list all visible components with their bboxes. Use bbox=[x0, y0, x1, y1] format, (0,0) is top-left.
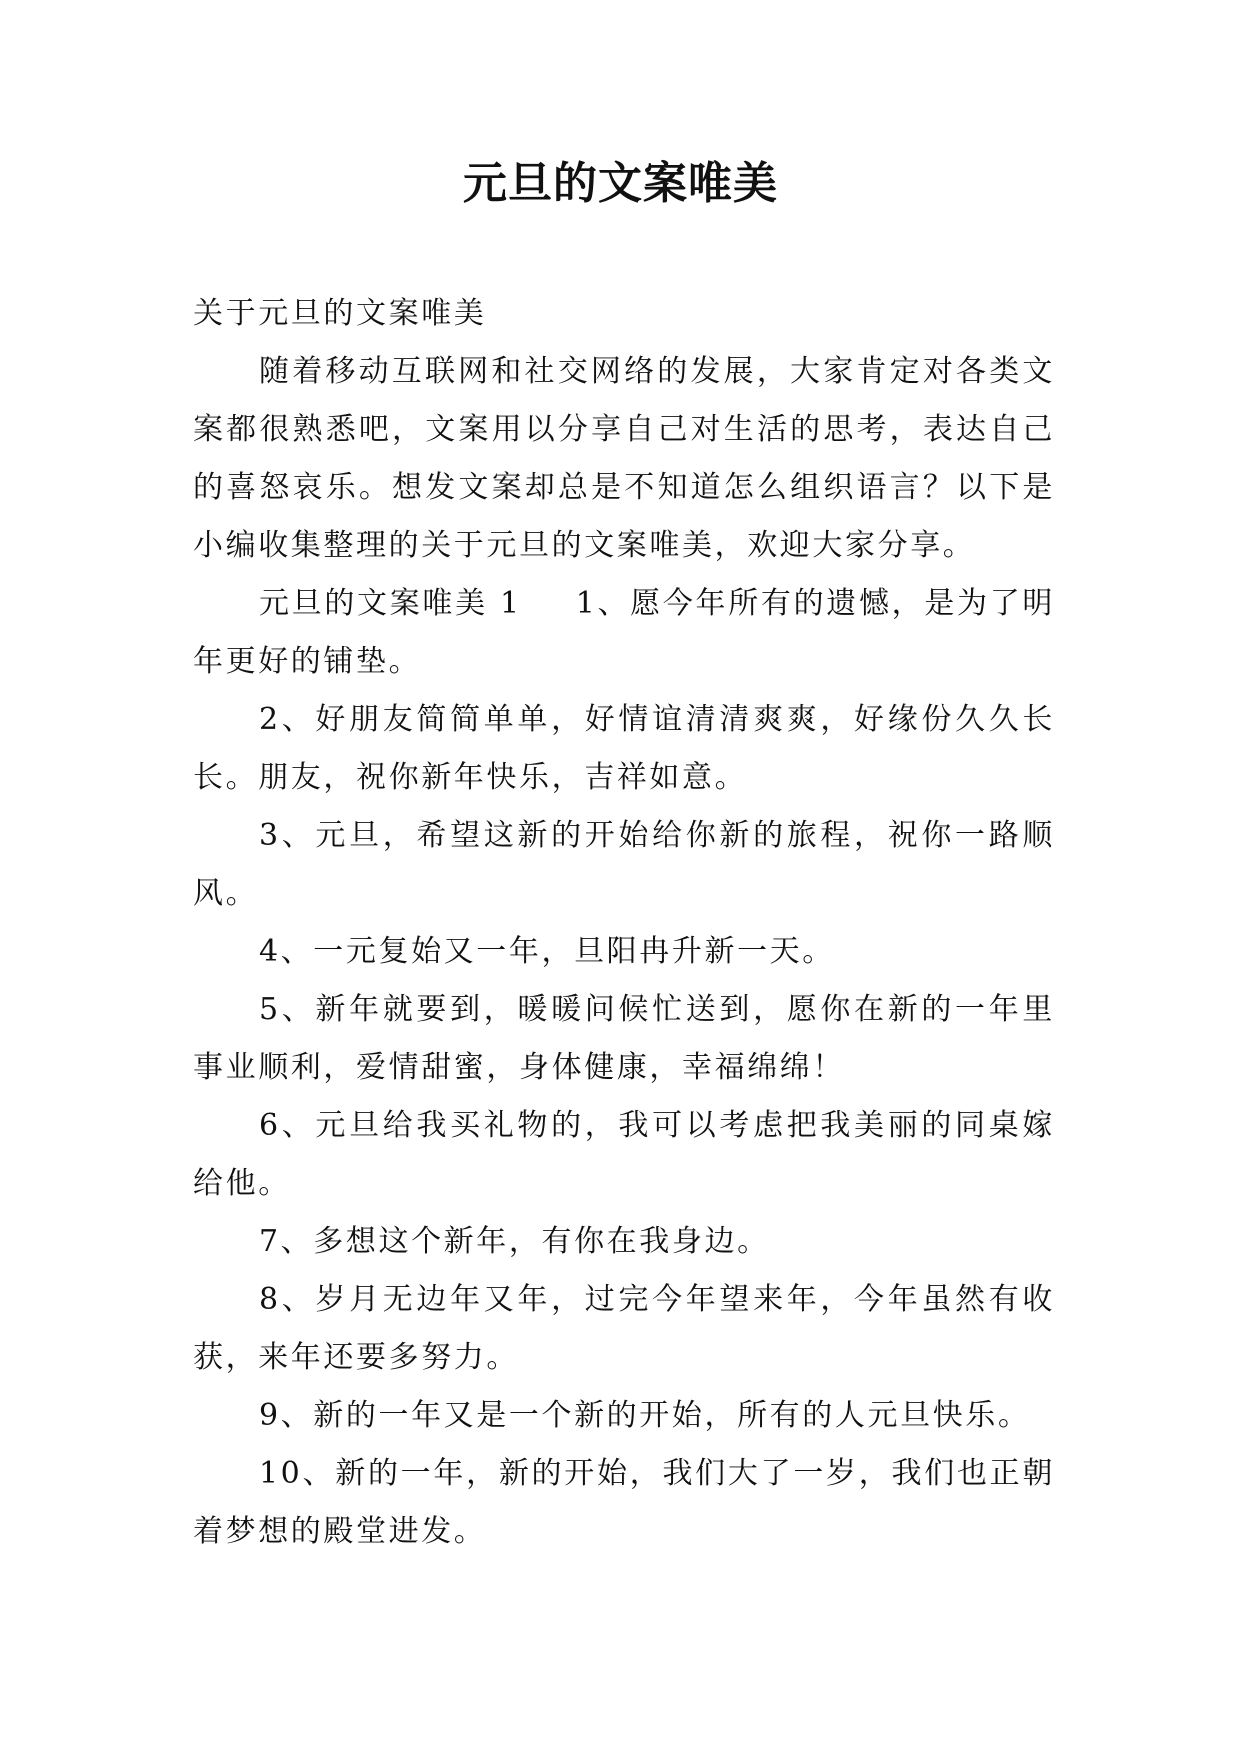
list-item: 8、岁月无边年又年，过完今年望来年，今年虽然有收获，来年还要多努力。 bbox=[193, 1282, 1055, 1375]
list-item: 7、多想这个新年，有你在我身边。 bbox=[259, 1224, 770, 1259]
list-item: 1、愿今年所有的遗憾，是为了明年更好的铺垫。 bbox=[193, 586, 1055, 679]
list-item: 5、新年就要到，暖暖问候忙送到，愿你在新的一年里事业顺利，爱情甜蜜，身体健康，幸福绵绵！ bbox=[193, 992, 1055, 1085]
document-subtitle: 关于元旦的文案唯美 bbox=[193, 296, 487, 331]
list-item: 6、元旦给我买礼物的，我可以考虑把我美丽的同桌嫁给他。 bbox=[193, 1108, 1055, 1201]
page-title: 元旦的文案唯美 bbox=[463, 158, 778, 209]
section-heading: 元旦的文案唯美 1 bbox=[259, 586, 522, 621]
intro-paragraph: 随着移动互联网和社交网络的发展，大家肯定对各类文案都很熟悉吧，文案用以分享自己对生活的思考，表达自己的喜怒哀乐。想发文案却总是不知道怎么组织语言？以下是小编收集整理的关于元旦的文案唯美，欢迎大家分享。 bbox=[193, 354, 1055, 563]
list-item: 2、好朋友简简单单，好情谊清清爽爽，好缘份久久长长。朋友，祝你新年快乐，吉祥如意。 bbox=[193, 702, 1055, 795]
document-body bbox=[193, 285, 1055, 1561]
list-item: 10、新的一年，新的开始，我们大了一岁，我们也正朝着梦想的殿堂进发。 bbox=[193, 1456, 1055, 1549]
section-paragraph bbox=[193, 575, 1055, 691]
list-item: 4、一元复始又一年，旦阳冉升新一天。 bbox=[259, 934, 835, 969]
list-item: 9、新的一年又是一个新的开始，所有的人元旦快乐。 bbox=[259, 1398, 1031, 1433]
list-item: 3、元旦，希望这新的开始给你新的旅程，祝你一路顺风。 bbox=[193, 818, 1055, 911]
